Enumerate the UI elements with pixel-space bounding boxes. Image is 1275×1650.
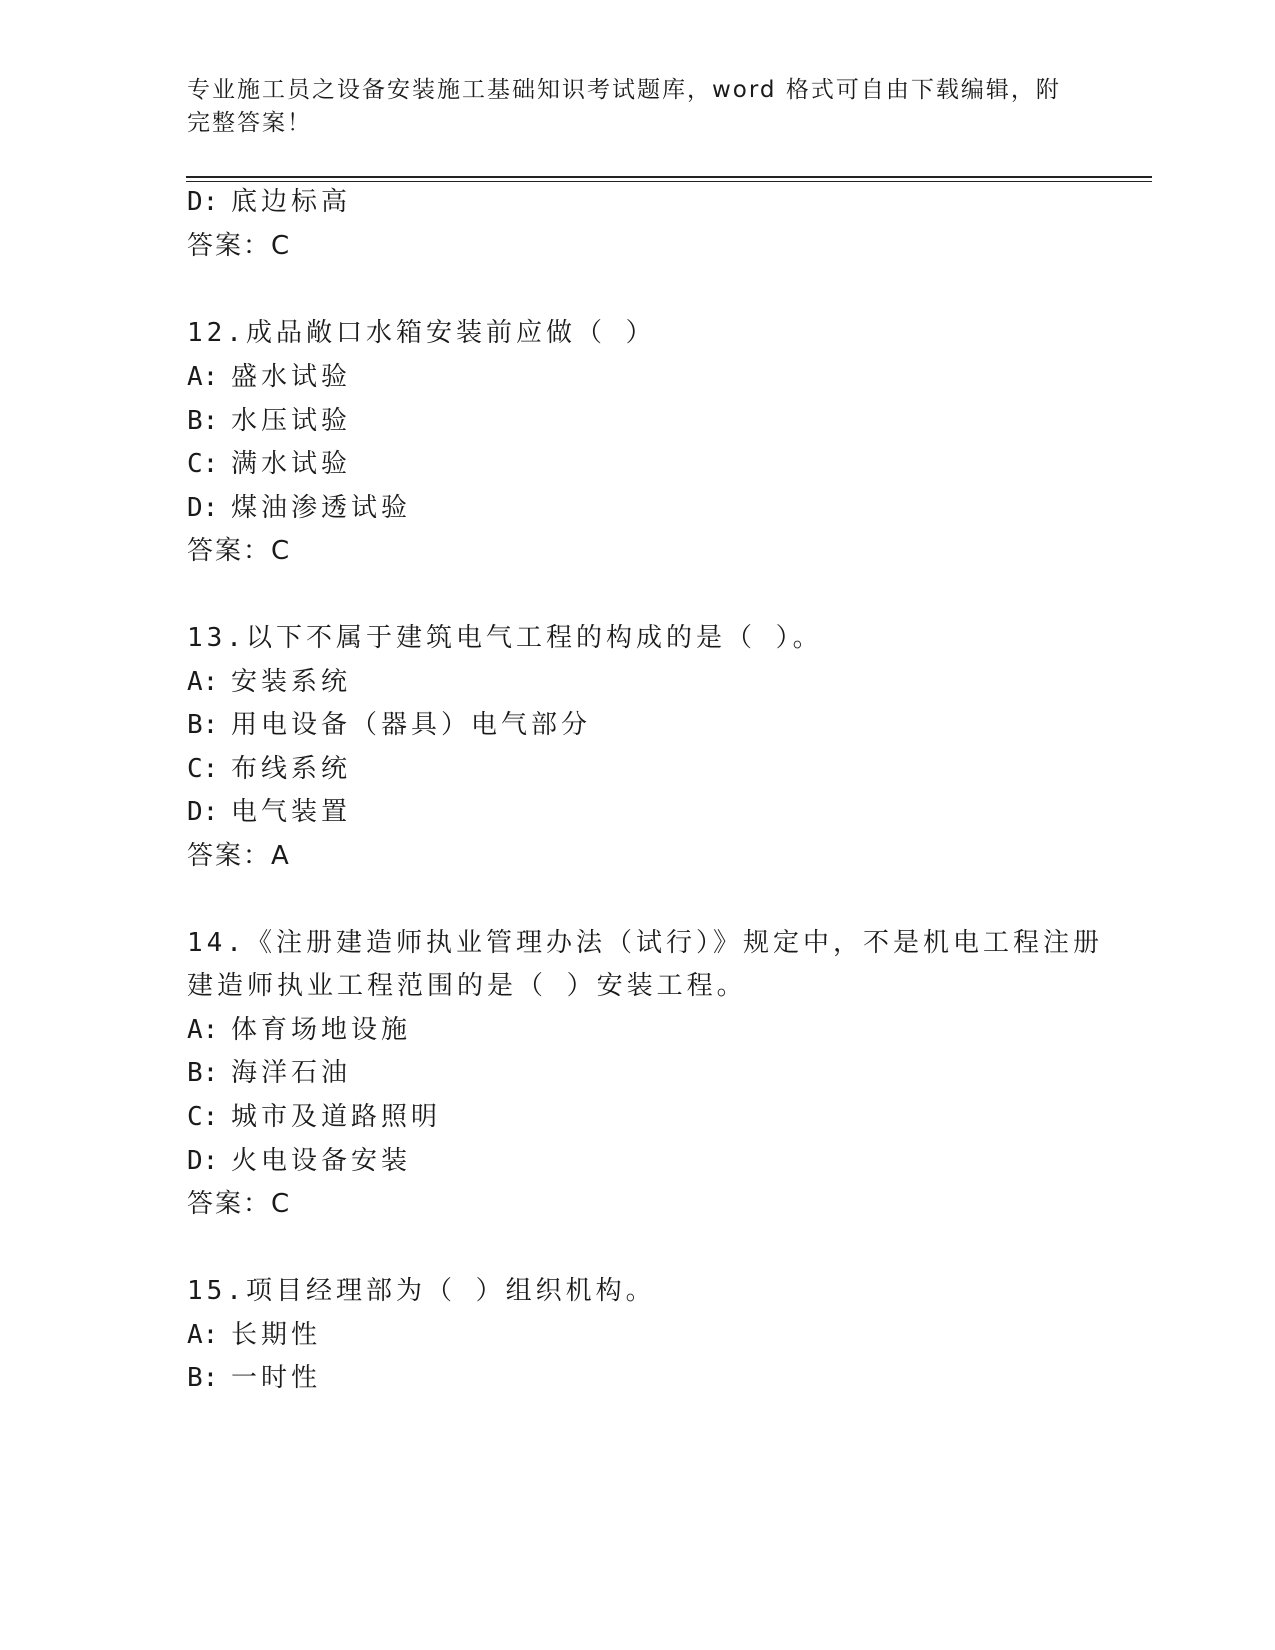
option-label: C: [187,754,219,784]
answer: 答案：A [187,841,291,871]
option-b [187,709,591,741]
option-label: D: [187,1146,219,1176]
option-label: A: [187,667,219,697]
option-label: A: [187,1015,219,1045]
option-d [187,492,411,524]
option-text: 满水试验 [231,449,352,479]
option-text: 水压试验 [231,406,352,436]
option-text: 城市及道路照明 [231,1102,442,1132]
option-c [187,1101,441,1133]
option-label: A: [187,1320,219,1350]
option-text: 火电设备安装 [231,1146,412,1176]
document-header: 专业施工员之设备安装施工基础知识考试题库，word 格式可自由下载编辑，附完整答案！ [187,77,1061,136]
option-text: 安装系统 [231,667,352,697]
option-a [187,666,351,698]
option-label: D: [187,797,219,827]
header-divider [186,176,1152,178]
question-13-stem: 13.以下不属于建筑电气工程的构成的是（ ）。 [187,623,823,653]
option-b [187,1057,351,1089]
question-14-stem-line1: 14.《注册建造师执业管理办法（试行）》规定中，不是机电工程注册 [187,928,1103,958]
question-12-stem: 12.成品敞口水箱安装前应做（ ） [187,318,656,348]
option-label: B: [187,1058,219,1088]
option-d [187,1145,411,1177]
header-divider-thin [186,181,1152,182]
answer: 答案：C [187,536,292,566]
question-15-stem: 15.项目经理部为（ ）组织机构。 [187,1276,656,1306]
option-text: 体育场地设施 [231,1015,412,1045]
option-a [187,1014,411,1046]
option-label: B: [187,1363,219,1393]
option-a [187,1319,321,1351]
option-text: 布线系统 [231,754,352,784]
answer: 答案：C [187,1189,292,1219]
option-label: D: [187,493,219,523]
option-a [187,361,351,393]
option-label: A: [187,362,219,392]
option-label: D: [187,187,219,217]
option-c [187,753,351,785]
option-text: 盛水试验 [231,362,352,392]
option-text: 一时性 [231,1363,322,1393]
option-text: 用电设备（器具）电气部分 [231,710,592,740]
option-text: 底边标高 [231,187,352,217]
option-label: B: [187,406,219,436]
option-label: C: [187,449,219,479]
option-label: C: [187,1102,219,1132]
option-text: 海洋石油 [231,1058,352,1088]
option-b [187,1362,321,1394]
question-14-stem-line2: 建造师执业工程范围的是（ ）安装工程。 [187,971,747,1001]
option-b [187,405,351,437]
option-text: 电气装置 [231,797,352,827]
option-text: 长期性 [231,1320,322,1350]
option-d [187,186,351,218]
answer: 答案：C [187,231,292,261]
option-text: 煤油渗透试验 [231,493,412,523]
option-c [187,448,351,480]
option-label: B: [187,710,219,740]
option-d [187,796,351,828]
